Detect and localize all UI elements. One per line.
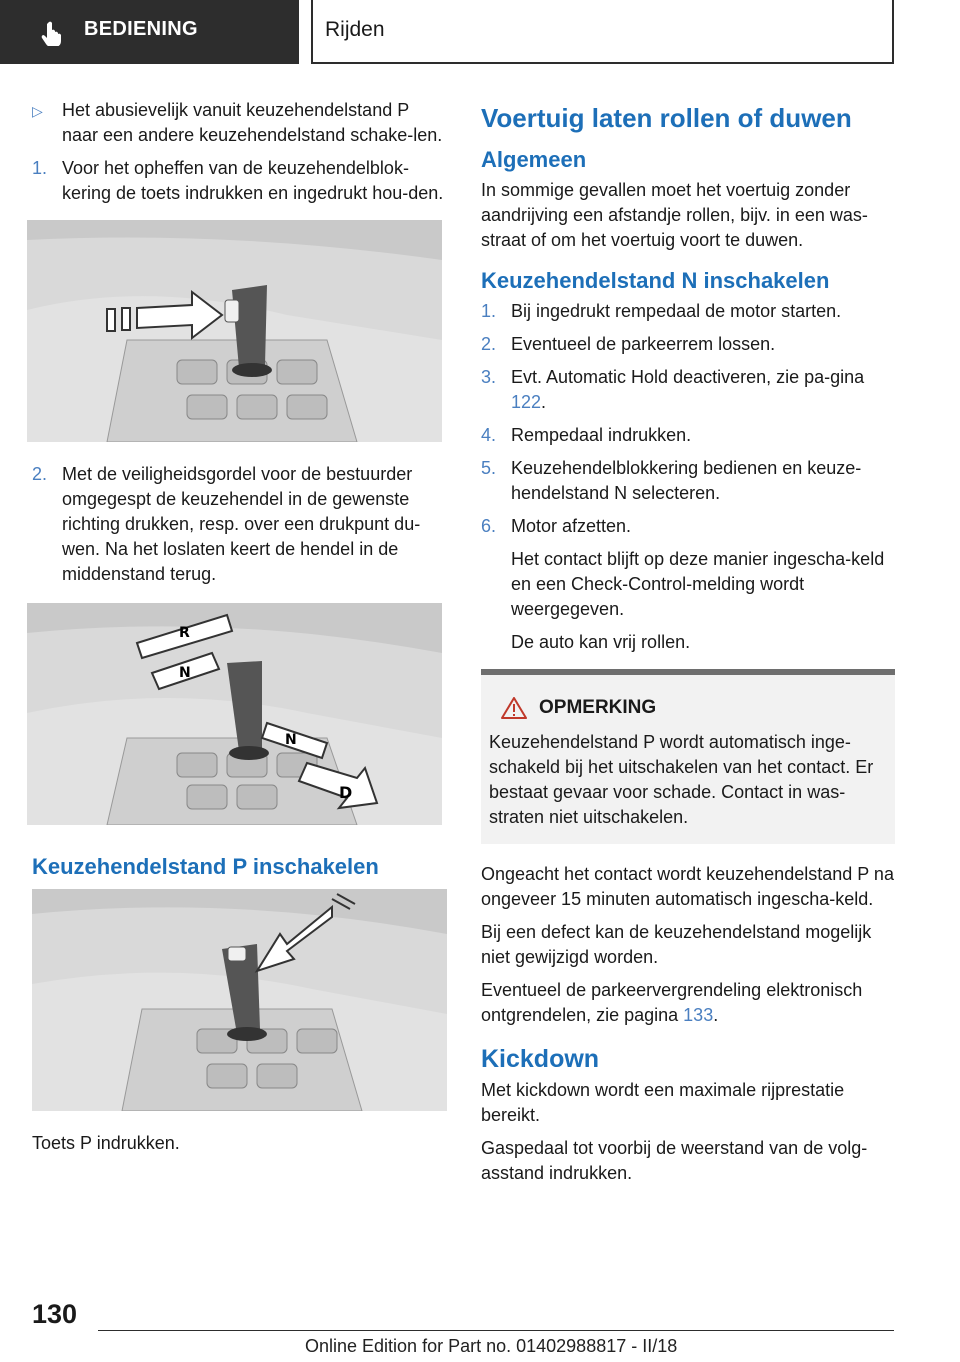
step-number: 2. xyxy=(481,334,497,354)
page-link-122[interactable]: 122 xyxy=(511,392,542,412)
section-tab xyxy=(0,0,299,64)
footer-divider xyxy=(98,1330,894,1331)
gear-label-d: D xyxy=(339,783,353,802)
note-header xyxy=(501,695,887,720)
note-title: OPMERKING xyxy=(539,697,657,718)
list-item-text-after: . xyxy=(541,392,547,412)
list-item xyxy=(481,332,895,357)
gear-selector-illustration-1 xyxy=(27,220,442,442)
step-number: 3. xyxy=(481,367,497,387)
gear-selector-illustration-2 xyxy=(27,603,442,825)
gear-selector-image xyxy=(32,889,447,1111)
chapter-title: Rijden xyxy=(325,18,385,41)
note-text: Keuzehendelstand P wordt automatisch inge-schakeld bij het uitschakelen van het contact. Er bestaat gevaar voor schade. Contact in was-straten niet uitschakelen. xyxy=(489,732,874,827)
paragraph: Bij een defect kan de keuzehendelstand mogelijk niet gewijzigd worden. xyxy=(481,922,872,967)
list-item-text: Bij ingedrukt rempedaal de motor starten. xyxy=(511,301,842,321)
gear-selector-image xyxy=(27,603,442,825)
triangle-bullet-icon: ▷ xyxy=(32,103,43,119)
step-number: 4. xyxy=(481,425,497,445)
right-column xyxy=(481,98,895,1194)
chapter-tab xyxy=(311,0,894,64)
edition-info: Online Edition for Part no. 01402988817 - II/18 xyxy=(305,1336,678,1356)
gear-label-n2: N xyxy=(285,732,297,748)
paragraph: Gaspedaal tot voorbij de weerstand van de volg-asstand indrukken. xyxy=(481,1138,868,1183)
list-item-text: Voor het opheffen van de keuzehendelblok-kering de toets indrukken en ingedrukt hou-den. xyxy=(62,158,444,203)
list-item xyxy=(481,423,895,448)
step-subtext: Het contact blijft op deze manier ingescha-keld en een Check-Control-melding wordt weergegeven. xyxy=(511,549,885,619)
hand-pointer-icon xyxy=(40,20,66,46)
list-item-text: Met de veiligheidsgordel voor de bestuurder omgegespt de keuzehendel in de gewenste richting drukken, resp. over een drukpunt du-wen. Na het loslaten keert de hendel in de middenstand terug. xyxy=(62,464,421,584)
gear-selector-illustration-3 xyxy=(32,889,447,1111)
heading-kickdown: Kickdown xyxy=(481,1045,600,1073)
step-number: 1. xyxy=(32,158,48,178)
step-number: 5. xyxy=(481,458,497,478)
warning-triangle-icon xyxy=(501,697,527,719)
page-link-133[interactable]: 133 xyxy=(683,1005,714,1025)
list-item-text: Keuzehendelblokkering bedienen en keuze-hendelstand N selecteren. xyxy=(511,458,862,503)
list-item-text: Het abusievelijk vanuit keuzehendelstand P naar een andere keuzehendelstand schake-len. xyxy=(62,100,443,145)
list-item xyxy=(32,98,444,148)
gear-label-n1: N xyxy=(179,665,191,681)
left-column xyxy=(32,98,444,1164)
list-item-text-before: Evt. Automatic Hold deactiveren, zie pa-gina xyxy=(511,367,865,387)
step-number: 6. xyxy=(481,516,497,536)
section-title: BEDIENING xyxy=(84,18,198,40)
paragraph xyxy=(481,978,895,1028)
heading-n-engage: Keuzehendelstand N inschakelen xyxy=(481,268,830,293)
step-number: 2. xyxy=(32,464,48,484)
list-item xyxy=(32,156,444,206)
list-item xyxy=(481,456,895,506)
page-title: Voertuig laten rollen of duwen xyxy=(481,103,852,133)
heading-algemeen: Algemeen xyxy=(481,147,587,172)
paragraph-text: Eventueel de parkeervergrendeling elektronisch ontgrendelen, zie pagina xyxy=(481,980,863,1025)
step-subtext: De auto kan vrij rollen. xyxy=(511,632,691,652)
page-number: 130 xyxy=(32,1299,78,1329)
caption-p: Toets P indrukken. xyxy=(32,1133,180,1153)
step-number: 1. xyxy=(481,301,497,321)
list-item xyxy=(32,462,444,587)
list-item xyxy=(481,299,895,324)
list-item xyxy=(481,365,895,415)
paragraph: Met kickdown wordt een maximale rijprestatie bereikt. xyxy=(481,1080,845,1125)
list-item-text: Rempedaal indrukken. xyxy=(511,425,692,445)
warning-note xyxy=(481,669,895,844)
gear-label-r: R xyxy=(179,625,190,641)
heading-p-engage: Keuzehendelstand P inschakelen xyxy=(32,854,379,879)
paragraph-text-after: . xyxy=(713,1005,719,1025)
list-item-text: Eventueel de parkeerrem lossen. xyxy=(511,334,776,354)
list-item-text: Motor afzetten. xyxy=(511,516,632,536)
paragraph: In sommige gevallen moet het voertuig zonder aandrijving een afstandje rollen, bijv. in een was-straat of om het voertuig voort te duwen. xyxy=(481,180,868,250)
gear-selector-image xyxy=(27,220,442,442)
paragraph: Ongeacht het contact wordt keuzehendelstand P na ongeveer 15 minuten automatisch ingescha-keld. xyxy=(481,864,894,909)
list-item xyxy=(481,514,895,539)
